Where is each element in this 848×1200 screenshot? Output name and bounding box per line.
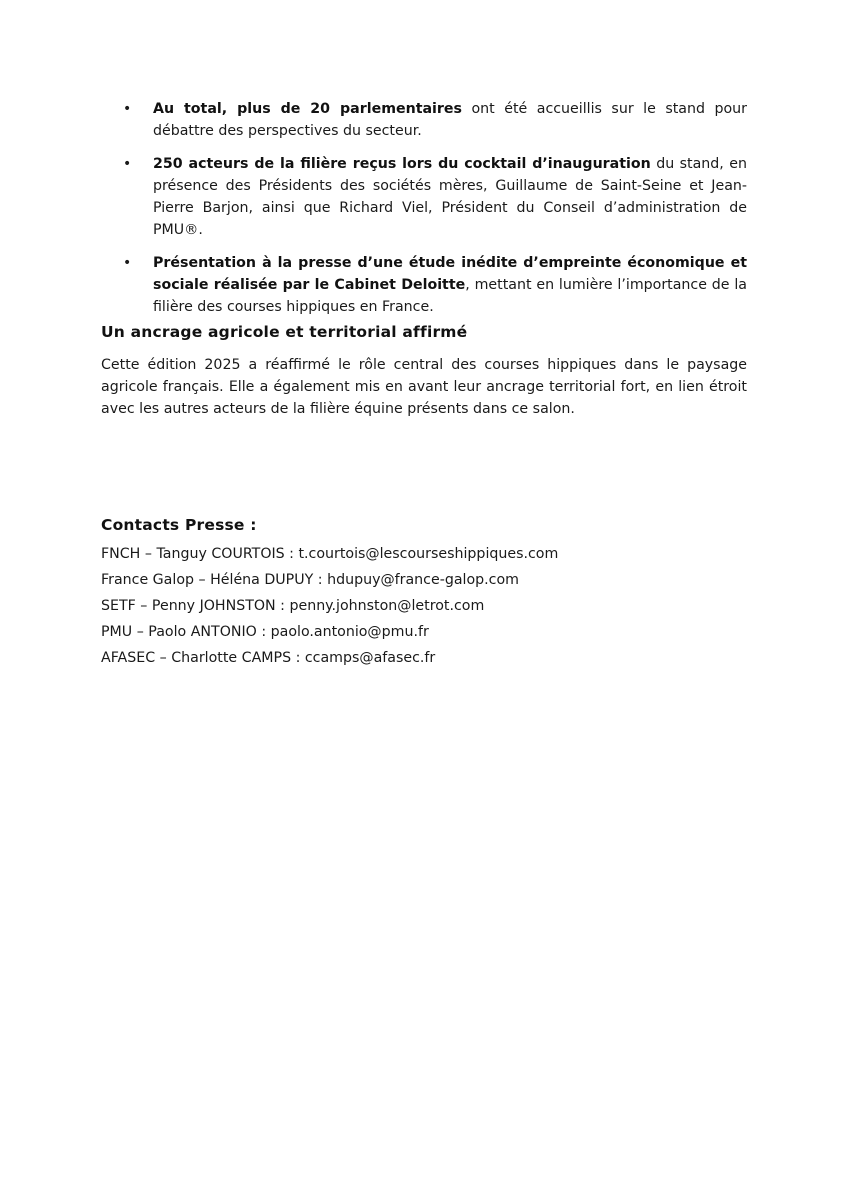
- bullet-bold-text: 250 acteurs de la filière reçus lors du cocktail d’inauguration: [153, 156, 651, 172]
- list-item: [101, 153, 747, 241]
- bullet-bold-text: Présentation à la presse d’une étude inédite d’empreinte économique et sociale réalisée par le Cabinet Deloitte: [153, 255, 747, 293]
- bullet-bold-text: Au total, plus de 20 parlementaires: [153, 101, 462, 117]
- contact-item: AFASEC – Charlotte CAMPS : ccamps@afasec.fr: [101, 650, 436, 666]
- contact-item: SETF – Penny JOHNSTON : penny.johnston@letrot.com: [101, 598, 485, 614]
- list-item: [101, 252, 747, 318]
- contact-item: FNCH – Tanguy COURTOIS : t.courtois@lescourseshippiques.com: [101, 546, 559, 562]
- bullet-text: ont été accueillis sur le stand pour débattre des perspectives du secteur.: [153, 101, 747, 139]
- contacts-heading: Contacts Presse :: [101, 516, 257, 534]
- bullet-icon: •: [123, 101, 132, 117]
- highlights-list: [101, 98, 747, 329]
- bullet-icon: •: [123, 255, 132, 271]
- list-item: [101, 98, 747, 142]
- section-paragraph: Cette édition 2025 a réaffirmé le rôle central des courses hippiques dans le paysage agricole français. Elle a également mis en avant leur ancrage territorial fort, en lien étroit avec les autres acteurs de la filière équine présents dans ce salon.: [101, 357, 747, 417]
- contact-item: PMU – Paolo ANTONIO : paolo.antonio@pmu.fr: [101, 624, 429, 640]
- bullet-text: du stand, en présence des Présidents des sociétés mères, Guillaume de Saint-Seine et Jean-Pierre Barjon, ainsi que Richard Viel, Président du Conseil d’administration de PMU®.: [153, 156, 747, 238]
- bullet-icon: •: [123, 156, 132, 172]
- contacts-list: [101, 541, 747, 671]
- contact-item: France Galop – Héléna DUPUY : hdupuy@france-galop.com: [101, 572, 519, 588]
- bullet-text: , mettant en lumière l’importance de la filière des courses hippiques en France.: [153, 277, 747, 315]
- section-heading: Un ancrage agricole et territorial affirmé: [101, 323, 468, 341]
